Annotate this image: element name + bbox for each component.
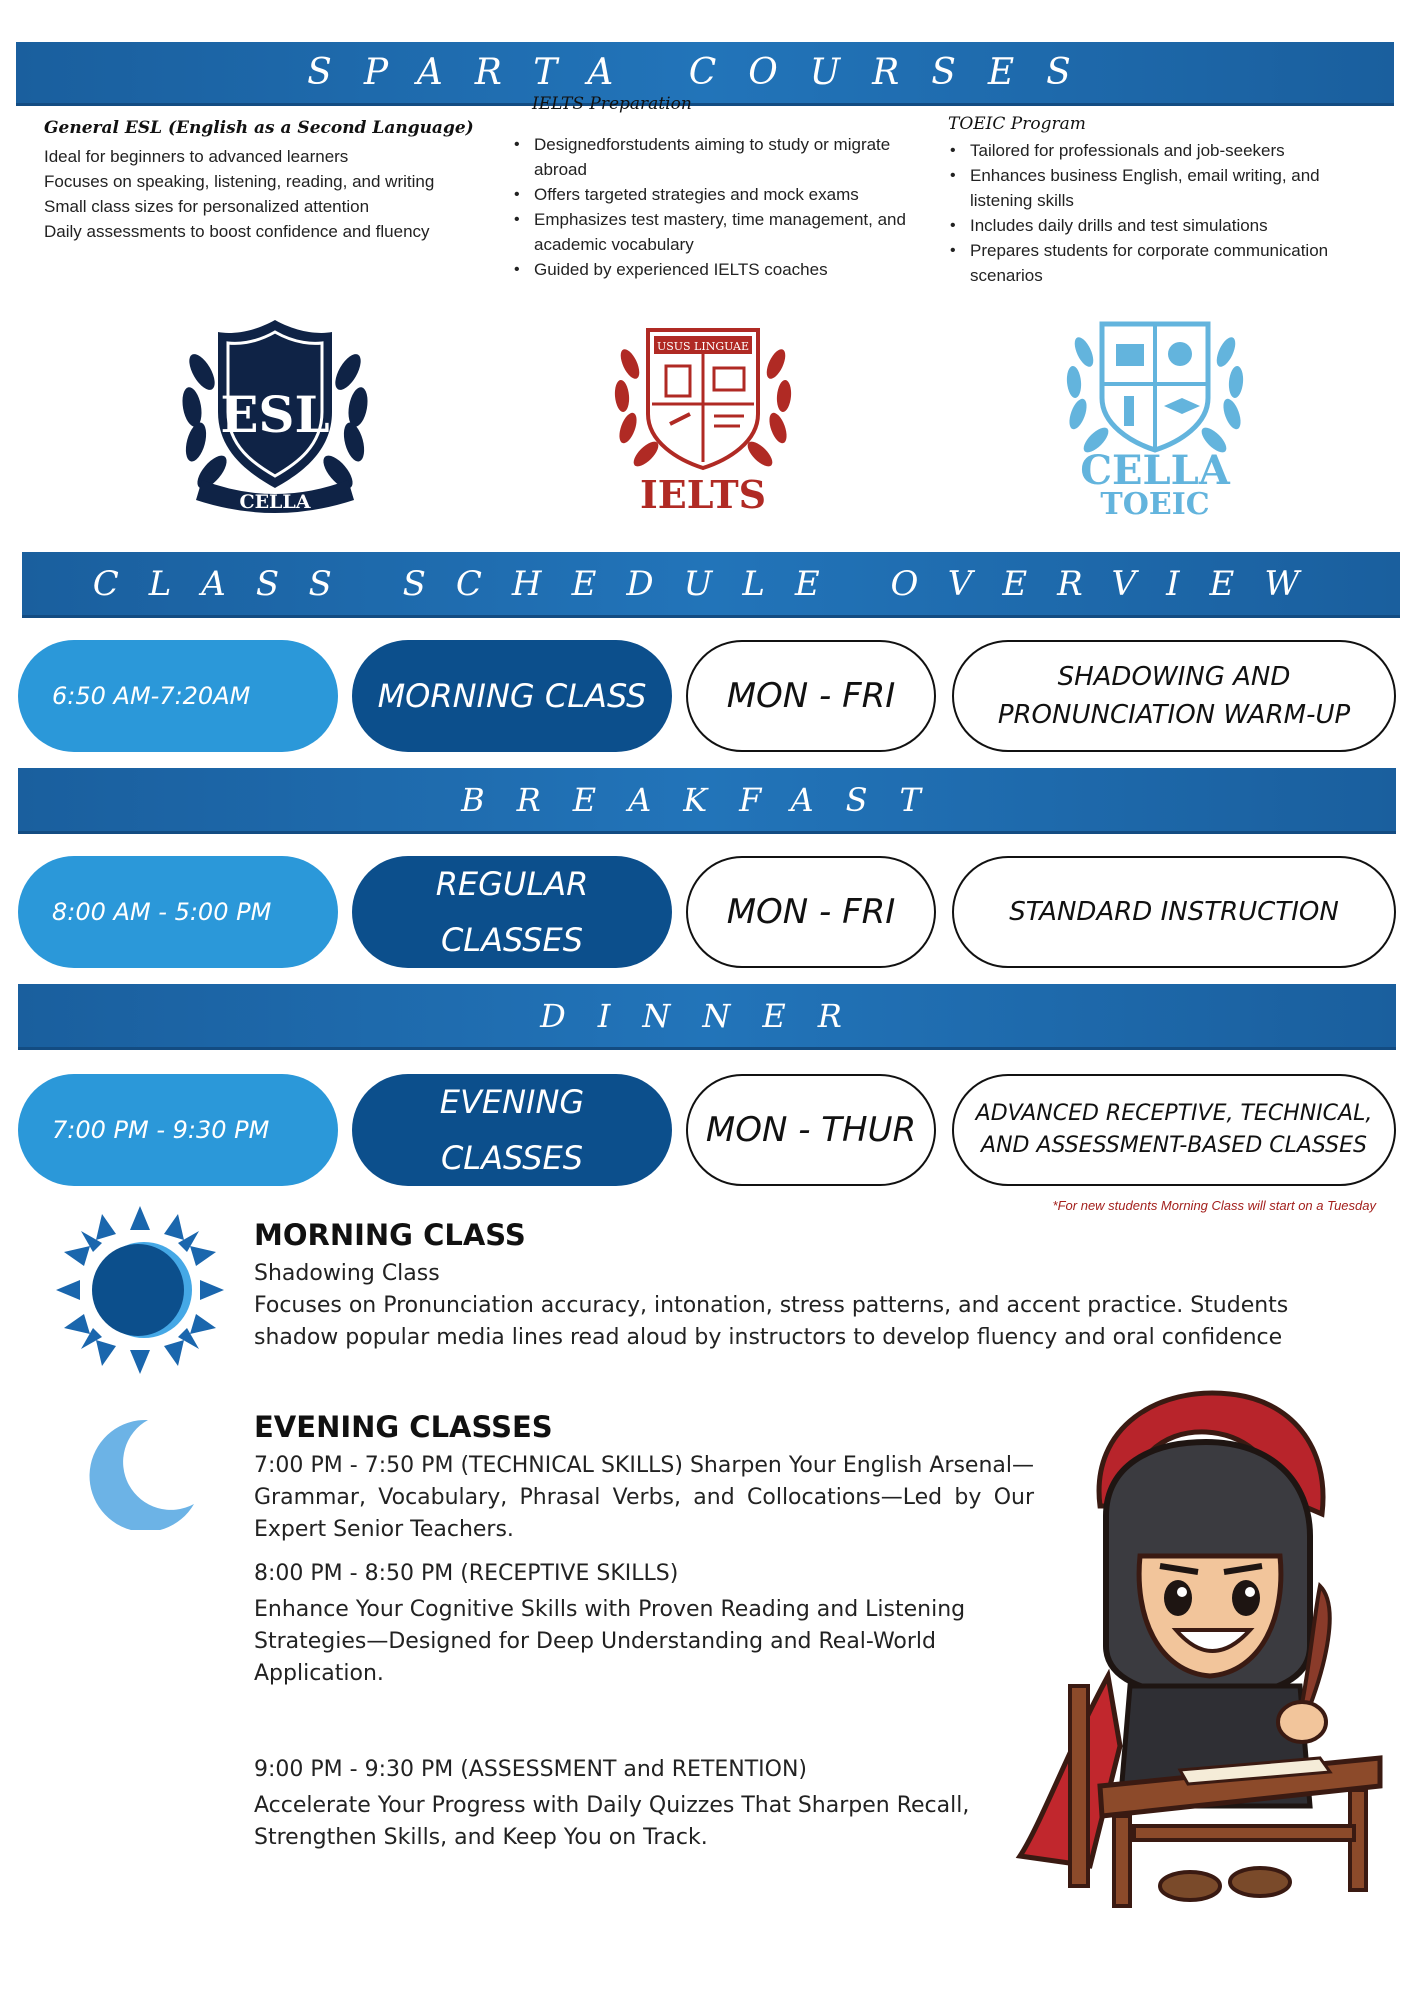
- course-toeic-list: [948, 138, 1368, 288]
- class-name-pill: REGULAR CLASSES: [352, 856, 672, 968]
- evening-title: EVENING CLASSES: [254, 1410, 553, 1444]
- list-item: Focuses on speaking, listening, reading, and writing: [44, 172, 435, 191]
- course-esl: [44, 118, 474, 244]
- list-item: • Enhances business English, email writing, and listening skills: [948, 163, 1368, 213]
- evening-assessment-heading: 9:00 PM - 9:30 PM (ASSESSMENT and RETENTION): [254, 1757, 808, 1782]
- evening-section: [254, 1410, 1034, 1854]
- days-pill: MON - THUR: [686, 1074, 936, 1186]
- evening-technical: 7:00 PM - 7:50 PM (TECHNICAL SKILLS) Sharpen Your English Arsenal—Grammar, Vocabulary, Phrasal Verbs, and Collocations—Led by Our Expert Senior Teachers.: [254, 1453, 1034, 1542]
- list-item: • Prepares students for corporate communication scenarios: [948, 238, 1368, 288]
- page-title: SPARTA COURSES: [307, 52, 1103, 93]
- morning-subtitle: Shadowing Class: [254, 1261, 440, 1286]
- schedule-row-regular: [18, 856, 1396, 968]
- breakfast-banner: [18, 768, 1396, 834]
- course-toeic-title: TOEIC Program: [948, 114, 1086, 134]
- days-pill: MON - FRI: [686, 640, 936, 752]
- esl-ribbon-text: CELLA: [239, 491, 311, 513]
- course-esl-title: General ESL (English as a Second Language): [44, 118, 474, 138]
- evening-assessment-text: Accelerate Your Progress with Daily Quizzes That Sharpen Recall, Strengthen Skills, and Keep You on Track.: [254, 1793, 970, 1850]
- class-name-pill: EVENING CLASSES: [352, 1074, 672, 1186]
- description-pill: ADVANCED RECEPTIVE, TECHNICAL, AND ASSESSMENT-BASED CLASSES: [952, 1074, 1396, 1186]
- course-ielts-title: IELTS Preparation: [532, 94, 692, 114]
- evening-receptive-text: Enhance Your Cognitive Skills with Proven Reading and Listening Strategies—Designed for Deep Understanding and Real-World Application.: [254, 1597, 966, 1686]
- list-item: • Includes daily drills and test simulations: [948, 213, 1368, 238]
- schedule-row-morning: [18, 640, 1396, 752]
- course-ielts: [512, 94, 932, 282]
- days-pill: MON - FRI: [686, 856, 936, 968]
- ielts-logo: [608, 324, 798, 516]
- morning-section: [254, 1218, 1364, 1354]
- morning-title: MORNING CLASS: [254, 1218, 526, 1252]
- time-pill: 8:00 AM - 5:00 PM: [18, 856, 338, 968]
- sun-icon: [56, 1206, 224, 1374]
- list-item: Daily assessments to boost confidence and fluency: [44, 222, 430, 241]
- list-item: Small class sizes for personalized attention: [44, 197, 370, 216]
- class-name-pill: MORNING CLASS: [352, 640, 672, 752]
- time-pill: 6:50 AM-7:20AM: [18, 640, 338, 752]
- course-toeic: [948, 114, 1368, 288]
- evening-receptive-heading: 8:00 PM - 8:50 PM (RECEPTIVE SKILLS): [254, 1561, 679, 1586]
- ielts-logo-text: IELTS: [639, 472, 767, 516]
- description-pill: SHADOWING AND PRONUNCIATION WARM-UP: [952, 640, 1396, 752]
- course-esl-list: [44, 144, 474, 244]
- schedule-row-evening: [18, 1074, 1396, 1186]
- course-ielts-list: [512, 132, 932, 282]
- list-item: • Designedforstudents aiming to study or migrate abroad: [512, 132, 932, 182]
- crescent-moon-icon: [78, 1418, 198, 1530]
- toeic-logo: [1060, 318, 1250, 518]
- dinner-label: DINNER: [540, 996, 874, 1035]
- schedule-banner: [22, 552, 1400, 618]
- list-item: • Emphasizes test mastery, time management, and academic vocabulary: [512, 207, 932, 257]
- toeic-logo-line1: CELLA: [1080, 447, 1230, 494]
- list-item: • Offers targeted strategies and mock exams: [512, 182, 932, 207]
- list-item: Ideal for beginners to advanced learners: [44, 147, 349, 166]
- spartan-mascot: [1010, 1386, 1390, 1916]
- esl-logo-text: ESL: [220, 385, 330, 444]
- esl-logo: [180, 312, 370, 518]
- ielts-logo-top-text: USUS LINGUAE: [656, 340, 750, 353]
- time-pill: 7:00 PM - 9:30 PM: [18, 1074, 338, 1186]
- schedule-note: *For new students Morning Class will start on a Tuesday: [1052, 1198, 1376, 1213]
- toeic-logo-line2: TOEIC: [1100, 487, 1210, 518]
- dinner-banner: [18, 984, 1396, 1050]
- morning-description: Focuses on Pronunciation accuracy, intonation, stress patterns, and accent practice. Students shadow popular media lines read aloud by instructors to develop fluency and oral confidence: [254, 1293, 1289, 1350]
- list-item: • Tailored for professionals and job-seekers: [948, 138, 1368, 163]
- list-item: • Guided by experienced IELTS coaches: [512, 257, 932, 282]
- description-pill: STANDARD INSTRUCTION: [952, 856, 1396, 968]
- schedule-title: CLASS SCHEDULE OVERVIEW: [92, 563, 1330, 604]
- breakfast-label: BREAKFAST: [461, 780, 953, 819]
